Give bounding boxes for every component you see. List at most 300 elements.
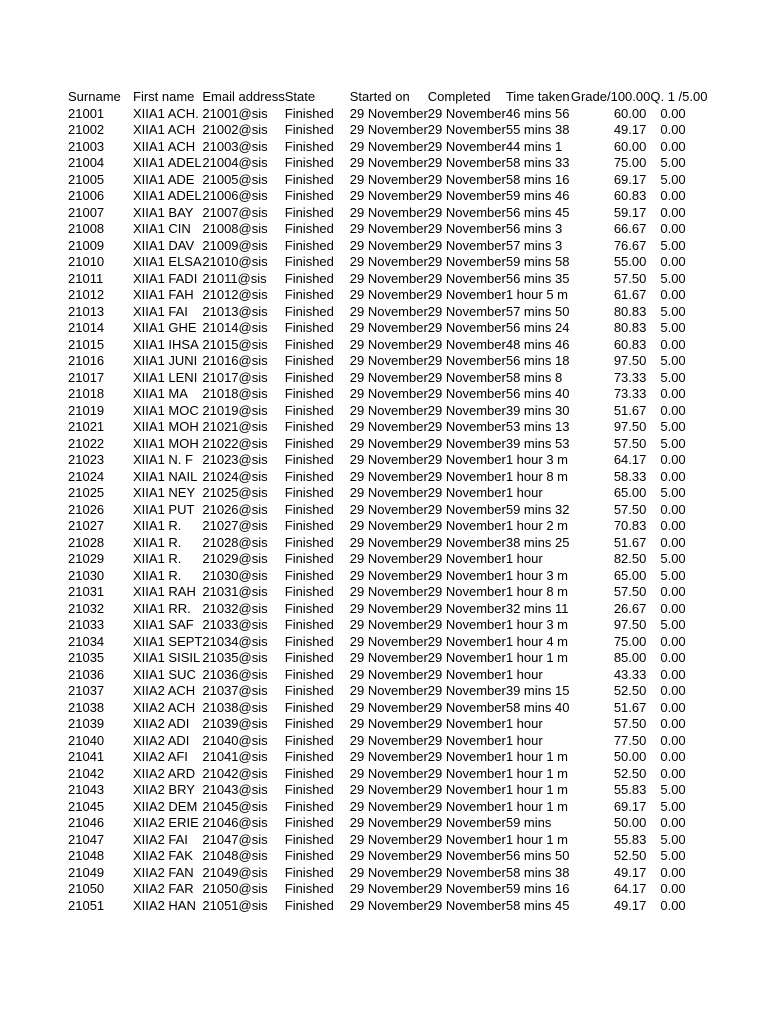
time-taken-cell[interactable]: 53 mins 13	[505, 419, 570, 434]
surname-cell[interactable]: 21040	[68, 732, 105, 748]
first-name-cell[interactable]: XIIA2 FAR	[133, 881, 194, 896]
time-taken-cell[interactable]: 1 hour 3 m	[505, 567, 568, 583]
state-cell[interactable]: Finished	[284, 600, 334, 616]
state-cell[interactable]: Finished	[284, 683, 334, 698]
completed-cell[interactable]: 29 November	[427, 765, 506, 781]
state-cell[interactable]: Finished	[284, 188, 334, 203]
q1-cell[interactable]: 0.00	[660, 402, 686, 418]
started-on-cell[interactable]: 29 November	[349, 864, 428, 880]
grade-cell[interactable]: 59.17	[613, 204, 647, 220]
time-taken-cell[interactable]: 59 mins 58	[505, 254, 570, 269]
header-cell[interactable]: Q. 1 /5.00	[650, 89, 708, 104]
completed-cell[interactable]: 29 November	[427, 650, 506, 665]
time-taken-cell[interactable]: 1 hour 1 m	[505, 749, 568, 764]
time-taken-cell[interactable]: 46 mins 56	[505, 105, 570, 121]
email-cell[interactable]: 21047@sis	[202, 831, 268, 847]
state-cell[interactable]: Finished	[284, 798, 334, 814]
first-name-cell[interactable]: XIIA2 FAN	[133, 864, 194, 880]
completed-cell[interactable]: 29 November	[427, 221, 506, 236]
first-name-cell[interactable]: XIIA1 MOH	[133, 435, 199, 451]
state-cell[interactable]: Finished	[284, 831, 334, 847]
first-name-cell[interactable]: XIIA1 RAH	[133, 584, 196, 599]
header-cell[interactable]: Surname	[68, 89, 121, 104]
q1-cell[interactable]: 0.00	[660, 188, 686, 203]
email-cell[interactable]: 21008@sis	[202, 221, 268, 236]
completed-cell[interactable]: 29 November	[427, 518, 506, 533]
grade-cell[interactable]: 55.83	[613, 782, 647, 797]
surname-cell[interactable]: 21035	[68, 650, 105, 665]
first-name-cell[interactable]: XIIA1 MOC	[133, 402, 199, 418]
first-name-cell[interactable]: XIIA1 ACH.	[133, 105, 199, 121]
grade-cell[interactable]: 57.50	[613, 435, 647, 451]
surname-cell[interactable]: 21005	[68, 171, 105, 187]
email-cell[interactable]: 21014@sis	[202, 320, 268, 335]
email-cell[interactable]: 21013@sis	[202, 303, 268, 319]
email-cell[interactable]: 21010@sis	[202, 254, 268, 269]
email-cell[interactable]: 21040@sis	[202, 732, 268, 748]
time-taken-cell[interactable]: 58 mins 8	[505, 369, 563, 385]
state-cell[interactable]: Finished	[284, 485, 334, 500]
q1-cell[interactable]: 0.00	[660, 204, 686, 220]
grade-cell[interactable]: 43.33	[613, 666, 647, 682]
started-on-cell[interactable]: 29 November	[349, 584, 428, 599]
first-name-cell[interactable]: XIIA1 FAH	[133, 287, 194, 302]
first-name-cell[interactable]: XIIA1 RR.	[133, 600, 191, 616]
email-cell[interactable]: 21021@sis	[202, 419, 268, 434]
q1-cell[interactable]: 5.00	[660, 831, 686, 847]
first-name-cell[interactable]: XIIA1 N. F	[133, 452, 193, 467]
started-on-cell[interactable]: 29 November	[349, 485, 428, 500]
state-cell[interactable]: Finished	[284, 501, 334, 517]
first-name-cell[interactable]: XIIA1 JUNI	[133, 353, 198, 368]
state-cell[interactable]: Finished	[284, 848, 334, 863]
time-taken-cell[interactable]: 56 mins 45	[505, 204, 570, 220]
started-on-cell[interactable]: 29 November	[349, 617, 428, 632]
started-on-cell[interactable]: 29 November	[349, 287, 428, 302]
state-cell[interactable]: Finished	[284, 105, 334, 121]
started-on-cell[interactable]: 29 November	[349, 815, 428, 830]
completed-cell[interactable]: 29 November	[427, 716, 506, 731]
surname-cell[interactable]: 21021	[68, 419, 105, 434]
state-cell[interactable]: Finished	[284, 254, 334, 269]
q1-cell[interactable]: 5.00	[660, 617, 686, 632]
started-on-cell[interactable]: 29 November	[349, 270, 428, 286]
grade-cell[interactable]: 73.33	[613, 386, 647, 401]
first-name-cell[interactable]: XIIA1 R.	[133, 567, 182, 583]
time-taken-cell[interactable]: 1 hour 1 m	[505, 782, 568, 797]
time-taken-cell[interactable]: 1 hour 5 m	[505, 287, 568, 302]
state-cell[interactable]: Finished	[284, 765, 334, 781]
grade-cell[interactable]: 60.00	[613, 105, 647, 121]
completed-cell[interactable]: 29 November	[427, 881, 506, 896]
started-on-cell[interactable]: 29 November	[349, 386, 428, 401]
time-taken-cell[interactable]: 1 hour	[505, 666, 543, 682]
time-taken-cell[interactable]: 39 mins 15	[505, 683, 570, 698]
email-cell[interactable]: 21019@sis	[202, 402, 268, 418]
grade-cell[interactable]: 85.00	[613, 650, 647, 665]
q1-cell[interactable]: 5.00	[660, 485, 686, 500]
completed-cell[interactable]: 29 November	[427, 699, 506, 715]
started-on-cell[interactable]: 29 November	[349, 683, 428, 698]
state-cell[interactable]: Finished	[284, 138, 334, 154]
surname-cell[interactable]: 21024	[68, 468, 105, 484]
email-cell[interactable]: 21016@sis	[202, 353, 268, 368]
completed-cell[interactable]: 29 November	[427, 254, 506, 269]
time-taken-cell[interactable]: 1 hour 1 m	[505, 765, 568, 781]
time-taken-cell[interactable]: 58 mins 33	[505, 155, 570, 170]
email-cell[interactable]: 21024@sis	[202, 468, 268, 484]
grade-cell[interactable]: 26.67	[613, 600, 647, 616]
surname-cell[interactable]: 21023	[68, 452, 105, 467]
surname-cell[interactable]: 21006	[68, 188, 105, 203]
time-taken-cell[interactable]: 1 hour	[505, 551, 543, 566]
started-on-cell[interactable]: 29 November	[349, 501, 428, 517]
email-cell[interactable]: 21038@sis	[202, 699, 268, 715]
surname-cell[interactable]: 21051	[68, 897, 105, 913]
first-name-cell[interactable]: XIIA2 BRY	[133, 782, 195, 797]
time-taken-cell[interactable]: 56 mins 40	[505, 386, 570, 401]
started-on-cell[interactable]: 29 November	[349, 600, 428, 616]
state-cell[interactable]: Finished	[284, 204, 334, 220]
first-name-cell[interactable]: XIIA1 SEPT	[133, 633, 203, 649]
first-name-cell[interactable]: XIIA1 FADI	[133, 270, 198, 286]
q1-cell[interactable]: 5.00	[660, 848, 686, 863]
q1-cell[interactable]: 0.00	[660, 765, 686, 781]
first-name-cell[interactable]: XIIA2 ERIE	[133, 815, 199, 830]
q1-cell[interactable]: 0.00	[660, 468, 686, 484]
completed-cell[interactable]: 29 November	[427, 600, 506, 616]
surname-cell[interactable]: 21013	[68, 303, 105, 319]
state-cell[interactable]: Finished	[284, 551, 334, 566]
state-cell[interactable]: Finished	[284, 567, 334, 583]
completed-cell[interactable]: 29 November	[427, 237, 506, 253]
completed-cell[interactable]: 29 November	[427, 320, 506, 335]
header-cell[interactable]: Started on	[349, 89, 410, 104]
q1-cell[interactable]: 5.00	[660, 551, 686, 566]
started-on-cell[interactable]: 29 November	[349, 897, 428, 913]
surname-cell[interactable]: 21004	[68, 155, 105, 170]
q1-cell[interactable]: 5.00	[660, 237, 686, 253]
time-taken-cell[interactable]: 1 hour 3 m	[505, 617, 568, 632]
q1-cell[interactable]: 0.00	[660, 699, 686, 715]
first-name-cell[interactable]: XIIA2 ARD	[133, 765, 196, 781]
q1-cell[interactable]: 0.00	[660, 815, 686, 830]
first-name-cell[interactable]: XIIA1 LENI	[133, 369, 198, 385]
first-name-cell[interactable]: XIIA2 ACH	[133, 699, 196, 715]
started-on-cell[interactable]: 29 November	[349, 650, 428, 665]
completed-cell[interactable]: 29 November	[427, 336, 506, 352]
completed-cell[interactable]: 29 November	[427, 848, 506, 863]
completed-cell[interactable]: 29 November	[427, 749, 506, 764]
surname-cell[interactable]: 21002	[68, 122, 105, 137]
grade-cell[interactable]: 60.83	[613, 188, 647, 203]
completed-cell[interactable]: 29 November	[427, 551, 506, 566]
completed-cell[interactable]: 29 November	[427, 468, 506, 484]
first-name-cell[interactable]: XIIA2 AFI	[133, 749, 188, 764]
grade-cell[interactable]: 51.67	[613, 534, 647, 550]
surname-cell[interactable]: 21018	[68, 386, 105, 401]
email-cell[interactable]: 21037@sis	[202, 683, 268, 698]
time-taken-cell[interactable]: 58 mins 40	[505, 699, 570, 715]
email-cell[interactable]: 21025@sis	[202, 485, 268, 500]
grade-cell[interactable]: 77.50	[613, 732, 647, 748]
email-cell[interactable]: 21029@sis	[202, 551, 268, 566]
started-on-cell[interactable]: 29 November	[349, 435, 428, 451]
surname-cell[interactable]: 21025	[68, 485, 105, 500]
time-taken-cell[interactable]: 1 hour 4 m	[505, 633, 568, 649]
q1-cell[interactable]: 0.00	[660, 881, 686, 896]
time-taken-cell[interactable]: 59 mins	[505, 815, 552, 830]
started-on-cell[interactable]: 29 November	[349, 303, 428, 319]
completed-cell[interactable]: 29 November	[427, 105, 506, 121]
state-cell[interactable]: Finished	[284, 402, 334, 418]
grade-cell[interactable]: 50.00	[613, 749, 647, 764]
surname-cell[interactable]: 21016	[68, 353, 105, 368]
started-on-cell[interactable]: 29 November	[349, 320, 428, 335]
email-cell[interactable]: 21028@sis	[202, 534, 268, 550]
email-cell[interactable]: 21031@sis	[202, 584, 268, 599]
started-on-cell[interactable]: 29 November	[349, 534, 428, 550]
started-on-cell[interactable]: 29 November	[349, 221, 428, 236]
grade-cell[interactable]: 58.33	[613, 468, 647, 484]
q1-cell[interactable]: 0.00	[660, 518, 686, 533]
header-cell[interactable]: Email address	[202, 89, 285, 104]
completed-cell[interactable]: 29 November	[427, 485, 506, 500]
started-on-cell[interactable]: 29 November	[349, 237, 428, 253]
completed-cell[interactable]: 29 November	[427, 419, 506, 434]
time-taken-cell[interactable]: 58 mins 16	[505, 171, 570, 187]
time-taken-cell[interactable]: 48 mins 46	[505, 336, 570, 352]
first-name-cell[interactable]: XIIA1 ELSA	[133, 254, 202, 269]
completed-cell[interactable]: 29 November	[427, 303, 506, 319]
started-on-cell[interactable]: 29 November	[349, 518, 428, 533]
surname-cell[interactable]: 21017	[68, 369, 105, 385]
q1-cell[interactable]: 5.00	[660, 303, 686, 319]
time-taken-cell[interactable]: 1 hour 8 m	[505, 584, 568, 599]
completed-cell[interactable]: 29 November	[427, 798, 506, 814]
header-cell[interactable]: Completed	[427, 89, 491, 104]
surname-cell[interactable]: 21026	[68, 501, 105, 517]
email-cell[interactable]: 21026@sis	[202, 501, 268, 517]
q1-cell[interactable]: 0.00	[660, 534, 686, 550]
state-cell[interactable]: Finished	[284, 518, 334, 533]
q1-cell[interactable]: 0.00	[660, 386, 686, 401]
header-cell[interactable]: Grade/100.00	[570, 89, 651, 104]
first-name-cell[interactable]: XIIA1 ACH	[133, 138, 196, 154]
time-taken-cell[interactable]: 39 mins 30	[505, 402, 570, 418]
grade-cell[interactable]: 64.17	[613, 881, 647, 896]
header-cell[interactable]: First name	[133, 89, 195, 104]
grade-cell[interactable]: 55.00	[613, 254, 647, 269]
first-name-cell[interactable]: XIIA2 FAK	[133, 848, 193, 863]
surname-cell[interactable]: 21038	[68, 699, 105, 715]
state-cell[interactable]: Finished	[284, 732, 334, 748]
first-name-cell[interactable]: XIIA1 DAV	[133, 237, 195, 253]
completed-cell[interactable]: 29 November	[427, 204, 506, 220]
grade-cell[interactable]: 66.67	[613, 221, 647, 236]
email-cell[interactable]: 21030@sis	[202, 567, 268, 583]
surname-cell[interactable]: 21010	[68, 254, 105, 269]
surname-cell[interactable]: 21012	[68, 287, 105, 302]
grade-cell[interactable]: 69.17	[613, 171, 647, 187]
grade-cell[interactable]: 69.17	[613, 798, 647, 814]
surname-cell[interactable]: 21001	[68, 105, 105, 121]
time-taken-cell[interactable]: 57 mins 3	[505, 237, 563, 253]
state-cell[interactable]: Finished	[284, 287, 334, 302]
started-on-cell[interactable]: 29 November	[349, 419, 428, 434]
grade-cell[interactable]: 57.50	[613, 501, 647, 517]
completed-cell[interactable]: 29 November	[427, 171, 506, 187]
state-cell[interactable]: Finished	[284, 303, 334, 319]
header-cell[interactable]: Time taken	[505, 89, 570, 104]
email-cell[interactable]: 21001@sis	[202, 105, 268, 121]
state-cell[interactable]: Finished	[284, 699, 334, 715]
first-name-cell[interactable]: XIIA1 GHE	[133, 320, 197, 335]
first-name-cell[interactable]: XIIA1 NEY	[133, 485, 196, 500]
grade-cell[interactable]: 80.83	[613, 303, 647, 319]
q1-cell[interactable]: 0.00	[660, 287, 686, 302]
time-taken-cell[interactable]: 44 mins 1	[505, 138, 563, 154]
first-name-cell[interactable]: XIIA2 ADI	[133, 716, 190, 731]
first-name-cell[interactable]: XIIA1 FAI	[133, 303, 188, 319]
state-cell[interactable]: Finished	[284, 155, 334, 170]
q1-cell[interactable]: 0.00	[660, 749, 686, 764]
state-cell[interactable]: Finished	[284, 320, 334, 335]
started-on-cell[interactable]: 29 November	[349, 188, 428, 203]
q1-cell[interactable]: 0.00	[660, 864, 686, 880]
time-taken-cell[interactable]: 1 hour 3 m	[505, 452, 568, 467]
surname-cell[interactable]: 21027	[68, 518, 105, 533]
grade-cell[interactable]: 75.00	[613, 633, 647, 649]
grade-cell[interactable]: 55.83	[613, 831, 647, 847]
time-taken-cell[interactable]: 56 mins 50	[505, 848, 570, 863]
q1-cell[interactable]: 5.00	[660, 171, 686, 187]
email-cell[interactable]: 21023@sis	[202, 452, 268, 467]
email-cell[interactable]: 21017@sis	[202, 369, 268, 385]
started-on-cell[interactable]: 29 November	[349, 171, 428, 187]
started-on-cell[interactable]: 29 November	[349, 567, 428, 583]
email-cell[interactable]: 21006@sis	[202, 188, 268, 203]
surname-cell[interactable]: 21003	[68, 138, 105, 154]
q1-cell[interactable]: 5.00	[660, 353, 686, 368]
grade-cell[interactable]: 70.83	[613, 518, 647, 533]
grade-cell[interactable]: 52.50	[613, 848, 647, 863]
surname-cell[interactable]: 21049	[68, 864, 105, 880]
time-taken-cell[interactable]: 56 mins 3	[505, 221, 563, 236]
q1-cell[interactable]: 5.00	[660, 320, 686, 335]
time-taken-cell[interactable]: 32 mins 11	[505, 600, 569, 616]
q1-cell[interactable]: 0.00	[660, 336, 686, 352]
q1-cell[interactable]: 0.00	[660, 254, 686, 269]
first-name-cell[interactable]: XIIA1 CIN	[133, 221, 191, 236]
q1-cell[interactable]: 5.00	[660, 419, 686, 434]
email-cell[interactable]: 21015@sis	[202, 336, 268, 352]
completed-cell[interactable]: 29 November	[427, 435, 506, 451]
started-on-cell[interactable]: 29 November	[349, 105, 428, 121]
started-on-cell[interactable]: 29 November	[349, 452, 428, 467]
started-on-cell[interactable]: 29 November	[349, 353, 428, 368]
surname-cell[interactable]: 21039	[68, 716, 105, 731]
started-on-cell[interactable]: 29 November	[349, 468, 428, 484]
state-cell[interactable]: Finished	[284, 237, 334, 253]
first-name-cell[interactable]: XIIA2 ACH	[133, 683, 196, 698]
q1-cell[interactable]: 0.00	[660, 600, 686, 616]
state-cell[interactable]: Finished	[284, 881, 334, 896]
q1-cell[interactable]: 0.00	[660, 683, 686, 698]
email-cell[interactable]: 21049@sis	[202, 864, 268, 880]
time-taken-cell[interactable]: 39 mins 53	[505, 435, 570, 451]
email-cell[interactable]: 21003@sis	[202, 138, 268, 154]
first-name-cell[interactable]: XIIA1 R.	[133, 518, 182, 533]
email-cell[interactable]: 21011@sis	[202, 270, 267, 286]
email-cell[interactable]: 21050@sis	[202, 881, 268, 896]
email-cell[interactable]: 21007@sis	[202, 204, 268, 220]
state-cell[interactable]: Finished	[284, 435, 334, 451]
completed-cell[interactable]: 29 November	[427, 188, 506, 203]
surname-cell[interactable]: 21043	[68, 782, 105, 797]
completed-cell[interactable]: 29 November	[427, 270, 506, 286]
surname-cell[interactable]: 21032	[68, 600, 105, 616]
first-name-cell[interactable]: XIIA1 PUT	[133, 501, 195, 517]
time-taken-cell[interactable]: 58 mins 45	[505, 897, 570, 913]
first-name-cell[interactable]: XIIA1 SISIL	[133, 650, 201, 665]
time-taken-cell[interactable]: 57 mins 50	[505, 303, 570, 319]
first-name-cell[interactable]: XIIA1 ADEL	[133, 188, 202, 203]
q1-cell[interactable]: 0.00	[660, 122, 686, 137]
state-cell[interactable]: Finished	[284, 221, 334, 236]
state-cell[interactable]: Finished	[284, 633, 334, 649]
grade-cell[interactable]: 82.50	[613, 551, 647, 566]
first-name-cell[interactable]: XIIA2 HAN	[133, 897, 196, 913]
q1-cell[interactable]: 0.00	[660, 501, 686, 517]
state-cell[interactable]: Finished	[284, 617, 334, 632]
completed-cell[interactable]: 29 November	[427, 815, 506, 830]
started-on-cell[interactable]: 29 November	[349, 122, 428, 137]
started-on-cell[interactable]: 29 November	[349, 716, 428, 731]
time-taken-cell[interactable]: 1 hour	[505, 485, 543, 500]
completed-cell[interactable]: 29 November	[427, 369, 506, 385]
surname-cell[interactable]: 21031	[68, 584, 105, 599]
surname-cell[interactable]: 21047	[68, 831, 105, 847]
completed-cell[interactable]: 29 November	[427, 633, 506, 649]
email-cell[interactable]: 21035@sis	[202, 650, 268, 665]
grade-cell[interactable]: 57.50	[613, 584, 647, 599]
grade-cell[interactable]: 50.00	[613, 815, 647, 830]
email-cell[interactable]: 21041@sis	[202, 749, 268, 764]
grade-cell[interactable]: 60.00	[613, 138, 647, 154]
completed-cell[interactable]: 29 November	[427, 732, 506, 748]
first-name-cell[interactable]: XIIA1 BAY	[133, 204, 194, 220]
grade-cell[interactable]: 80.83	[613, 320, 647, 335]
started-on-cell[interactable]: 29 November	[349, 848, 428, 863]
email-cell[interactable]: 21009@sis	[202, 237, 268, 253]
q1-cell[interactable]: 5.00	[660, 155, 686, 170]
q1-cell[interactable]: 5.00	[660, 369, 686, 385]
first-name-cell[interactable]: XIIA1 ACH	[133, 122, 196, 137]
q1-cell[interactable]: 0.00	[660, 897, 686, 913]
surname-cell[interactable]: 21015	[68, 336, 105, 352]
email-cell[interactable]: 21051@sis	[202, 897, 268, 913]
first-name-cell[interactable]: XIIA1 IHSA	[133, 336, 199, 352]
grade-cell[interactable]: 52.50	[613, 683, 647, 698]
state-cell[interactable]: Finished	[284, 666, 334, 682]
completed-cell[interactable]: 29 November	[427, 155, 506, 170]
state-cell[interactable]: Finished	[284, 336, 334, 352]
surname-cell[interactable]: 21030	[68, 567, 105, 583]
email-cell[interactable]: 21032@sis	[202, 600, 268, 616]
q1-cell[interactable]: 0.00	[660, 105, 686, 121]
q1-cell[interactable]: 0.00	[660, 584, 686, 599]
